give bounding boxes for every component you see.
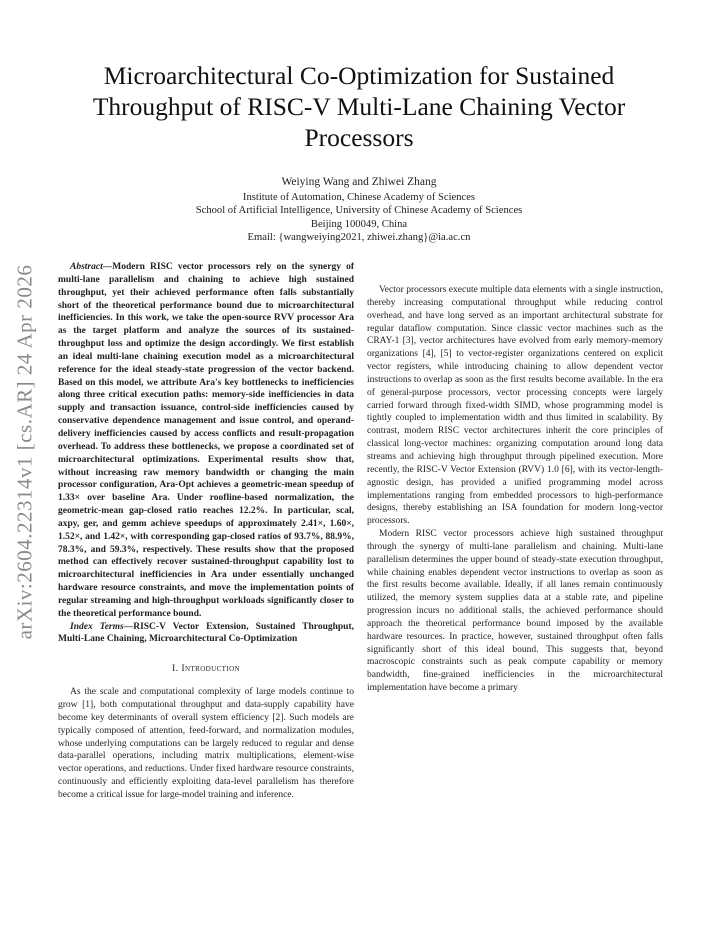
index-terms-label: Index Terms — [70, 621, 124, 632]
intro-paragraph-1: As the scale and computational complexity of large models continue to grow [1], both computational throughput and data-supply capability have become key determinants of overall system efficiency [2]. Such models are typically composed of attention, feed-forward, and normalization modules, whose underlying computations can be largely reduced to regular and dense data-parallel operations, including matrix multiplications, element-wise vector operations, and reductions. Under fixed hardware resource constraints, continuously and efficiently exploiting data-level parallelism has therefore become a critical issue for large-model training and inference. — [58, 687, 354, 800]
arxiv-identifier[interactable]: arXiv:2604.22314v1 [cs.AR] 24 Apr 2026 — [12, 264, 37, 640]
intro-paragraph-2: Vector processors execute multiple data elements with a single instruction, thereby increasing computational throughput while reducing control overhead, and have long served as an important architectural substrate for regular dataflow computation. Since classic vector machines such as the CRAY-1 [3], vector architectures have evolved from early memory-memory organizations [4], [5] to vector-register organizations centered on explicit vector registers, while introducing chaining to allow dependent vector instructions to overlap as soon as the first results become available. In the era of general-purpose processors, vector processing concepts were largely carried forward through fixed-width SIMD, whose programming model is tightly coupled to implementation width and thus limited in scalability. By contrast, modern RISC vector architectures inherit the core principles of classical long-vector machines: organizing computation around long data streams and achieving high throughput through pipelined execution. More recently, the RISC-V Vector Extension (RVV) 1.0 [6], with its vector-length-agnostic design, has provided a unified programming model across implementations ranging from embedded processors to high-performance designs, thereby establishing an ISA foundation for modern long-vector processors. — [367, 285, 663, 527]
abstract-body: —Modern RISC vector processors rely on the synergy of multi-lane parallelism and chaining to achieve high sustained throughput, yet their achieved performance often falls substantially short of the theoretical performance bound due to microarchitectural inefficiencies. In this work, we take the open-source RVV processor Ara as the target platform and analyze the sources of its sustained-throughput loss and optimize the design accordingly. We first establish an ideal multi-lane chaining execution model as a microarchitectural reference for the ideal steady-state progression of the vector backend. Based on this model, we attribute Ara's key bottlenecks to inefficiencies along three critical execution paths: memory-side inefficiencies in data supply and transaction issuance, control-side inefficiencies caused by conservative dependence management and issue control, and operand-delivery inefficiencies caused by access conflicts and result-propagation overhead. To address these bottlenecks, we propose a coordinated set of microarchitectural optimizations. Experimental results show that, without increasing raw memory bandwidth or changing the main processor configuration, Ara-Opt achieves a geometric-mean speedup of 1.33× over baseline Ara. Under roofline-based normalization, the geometric-mean gap-closed ratio reaches 12.2%. In particular, scal, axpy, ger, and gemm achieve speedups of approximately 2.41×, 1.60×, 1.52×, and 1.42×, with corresponding gap-closed ratios of 93.7%, 88.9%, 78.3%, and 59.3%, respectively. These results show that the proposed method can effectively recover sustained-throughput capability lost to microarchitectural inefficiencies in Ara under essentially unchanged hardware resource constraints, and move the implementation points of regular streaming and high-throughput workloads significantly closer to the theoretical performance bound. — [58, 262, 354, 619]
right-column — [367, 284, 663, 695]
author-block — [54, 176, 664, 245]
section-heading-introduction: I. Introduction — [172, 663, 240, 675]
arxiv-identifier-sidebar — [8, 262, 42, 642]
author-names: Weiying Wang and Zhiwei Zhang — [281, 176, 437, 188]
index-terms-body: —RISC-V Vector Extension, Sustained Throughput, Multi-Lane Chaining, Microarchitectural Co-Optimization — [58, 621, 354, 645]
intro-paragraph-3: Modern RISC vector processors achieve high sustained throughput through the synergy of multi-lane parallelism and chaining. Multi-lane parallelism determines the upper bound of steady-state execution throughput, while chaining enables dependent vector instructions to overlap as soon as the first results become available. Ideally, if all lanes remain continuously utilized, the memory system supplies data at a stable rate, and pipeline progression incurs no additional stalls, the achieved performance should approach the theoretical performance bound imposed by the available hardware resources. In practice, however, sustained throughput often falls significantly short of this ideal bound. This suggests that, beyond macroscopic constraints such as peak compute capability or memory bandwidth, fine-grained inefficiencies in the microarchitectural implementation have become a primary — [367, 529, 663, 694]
affiliation-line-2: School of Artificial Intelligence, University of Chinese Academy of Sciences — [195, 205, 523, 217]
abstract-label: Abstract — [70, 262, 103, 272]
paper-title: Microarchitectural Co-Optimization for Sustained Throughput of RISC-V Multi-Lane Chaining Vector Processors — [92, 61, 626, 152]
left-column — [58, 261, 354, 802]
address-line: Beijing 100049, China — [310, 218, 408, 230]
index-terms — [58, 621, 354, 647]
abstract — [58, 261, 354, 621]
email-line: Email: {wangweiying2021, zhiwei.zhang}@ia.ac.cn — [247, 232, 471, 244]
affiliation-line-1: Institute of Automation, Chinese Academy of Sciences — [242, 191, 476, 203]
